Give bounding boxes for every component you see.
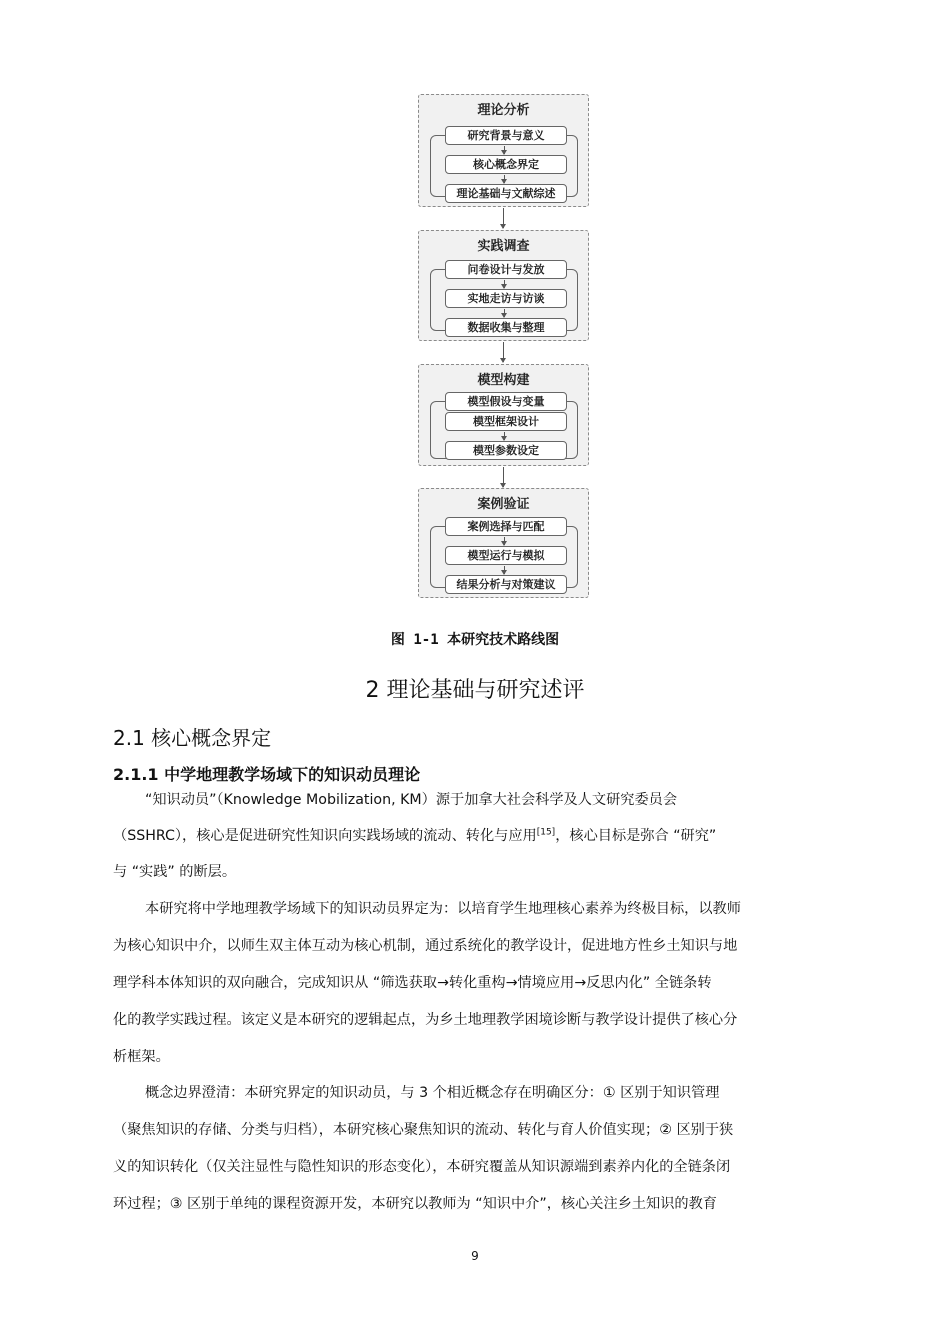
step-box: 模型运行与模拟 bbox=[445, 546, 567, 565]
stage-practice-survey bbox=[418, 230, 589, 341]
step-box: 数据收集与整理 bbox=[445, 318, 567, 337]
text-line: 环过程；③ 区别于单纯的课程资源开发，本研究以教师为 “知识中介”，核心关注乡土知识的教育 bbox=[113, 1196, 717, 1212]
step-box: 模型假设与变量 bbox=[445, 392, 567, 411]
text-line: “知识动员”（Knowledge Mobilization, KM）源于加拿大社会科学及人文研究委员会 bbox=[145, 792, 678, 808]
step-box: 模型参数设定 bbox=[445, 441, 567, 460]
step-box: 核心概念界定 bbox=[445, 155, 567, 174]
stage-theory-analysis bbox=[418, 94, 589, 207]
step-box: 实地走访与访谈 bbox=[445, 289, 567, 308]
text-line: 为核心知识中介，以师生双主体互动为核心机制，通过系统化的教学设计，促进地方性乡土知识与地 bbox=[113, 938, 738, 954]
text-line bbox=[113, 825, 716, 845]
text-segment: （SSHRC），核心是促进研究性知识向实践场域的流动、转化与应用 bbox=[113, 828, 537, 844]
text-line: 与 “实践” 的断层。 bbox=[113, 864, 237, 880]
text-line: （聚焦知识的存储、分类与归档），本研究核心聚焦知识的流动、转化与育人价值实现；② 区别于狭 bbox=[113, 1122, 734, 1138]
stage-title: 模型构建 bbox=[477, 373, 530, 388]
text-line: 理学科本体知识的双向融合，完成知识从 “筛选获取→转化重构→情境应用→反思内化” 全链条转 bbox=[113, 975, 712, 991]
step-box: 结果分析与对策建议 bbox=[445, 575, 567, 594]
step-box: 案例选择与匹配 bbox=[445, 517, 567, 536]
arrow-down-icon bbox=[504, 537, 505, 545]
citation-ref[interactable]: [15] bbox=[536, 827, 556, 838]
text-line: 析框架。 bbox=[113, 1049, 170, 1065]
text-line: 化的教学实践过程。该定义是本研究的逻辑起点，为乡土地理教学困境诊断与教学设计提供了核心分 bbox=[113, 1012, 738, 1028]
text-segment: ，核心目标是弥合 “研究” bbox=[555, 828, 717, 844]
arrow-down-icon bbox=[504, 280, 505, 288]
arrow-down-icon bbox=[504, 432, 505, 440]
arrow-down-icon bbox=[503, 208, 504, 228]
section-title: 2.1 核心概念界定 bbox=[113, 726, 272, 750]
page-number: 9 bbox=[471, 1249, 479, 1263]
arrow-down-icon bbox=[504, 146, 505, 154]
text-line: 义的知识转化（仅关注显性与隐性知识的形态变化），本研究覆盖从知识源端到素养内化的全链条闭 bbox=[113, 1159, 731, 1175]
arrow-down-icon bbox=[504, 175, 505, 183]
chapter-title: 2 理论基础与研究述评 bbox=[365, 678, 585, 703]
arrow-down-icon bbox=[503, 467, 504, 487]
step-box: 理论基础与文献综述 bbox=[445, 184, 567, 203]
text-line: 概念边界澄清：本研究界定的知识动员，与 3 个相近概念存在明确区分：① 区别于知识管理 bbox=[145, 1085, 720, 1101]
stage-title: 案例验证 bbox=[477, 497, 530, 512]
step-box: 问卷设计与发放 bbox=[445, 260, 567, 279]
text-line: 本研究将中学地理教学场域下的知识动员界定为：以培育学生地理核心素养为终极目标，以教师 bbox=[145, 901, 741, 917]
figure-caption: 图 1-1 本研究技术路线图 bbox=[390, 632, 560, 648]
subsection-title: 2.1.1 中学地理教学场域下的知识动员理论 bbox=[113, 765, 421, 784]
stage-title: 理论分析 bbox=[477, 103, 530, 118]
technical-route-flowchart bbox=[418, 94, 591, 598]
step-box: 模型框架设计 bbox=[445, 412, 567, 431]
stage-case-validation bbox=[418, 488, 589, 598]
stage-model-construction bbox=[418, 364, 589, 466]
arrow-down-icon bbox=[503, 342, 504, 362]
step-box: 研究背景与意义 bbox=[445, 126, 567, 145]
arrow-down-icon bbox=[504, 566, 505, 574]
arrow-down-icon bbox=[504, 309, 505, 317]
stage-title: 实践调查 bbox=[477, 239, 530, 254]
